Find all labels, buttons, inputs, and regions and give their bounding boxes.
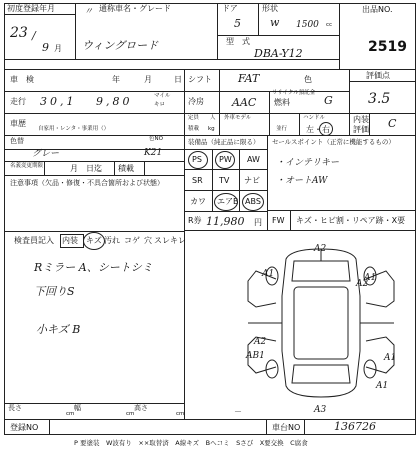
- color-row-label: 色替: [10, 137, 24, 145]
- door-value: 5: [234, 17, 241, 30]
- diagram-mark-front-left: A1: [262, 269, 275, 279]
- chassis-label: 車台NO: [272, 423, 301, 432]
- inspection-sheet: [4, 3, 416, 435]
- inspector-line-3: 小キズ B: [36, 323, 81, 336]
- capacity-label: 定員: [188, 115, 200, 121]
- color-value: グレー: [32, 149, 60, 159]
- sales-points-heading: セールスポイント（正常に機能するもの）: [272, 138, 395, 146]
- inspector-option-scratch: キズ: [86, 236, 102, 245]
- diagram-mark-rear-right: A1: [376, 381, 389, 391]
- parallel-label: 並行: [276, 126, 288, 132]
- legend-line: P 要塗装 W波有り ××取替済 A線キズ Bへコミ Sさび X要交換 C腐食: [74, 439, 308, 447]
- fuel-value: G: [324, 94, 333, 107]
- name-mark: 〃: [84, 7, 94, 17]
- shaken-label: 車 検: [10, 75, 34, 84]
- mileage-unit-2: キロ: [154, 102, 166, 108]
- equip-pw-circle: [215, 151, 235, 169]
- equip-airbag-circle: [214, 193, 238, 211]
- mileage-label: 走行: [10, 97, 26, 106]
- inspector-scratch-circle: [83, 232, 105, 250]
- r-value: 11,980: [206, 215, 245, 228]
- inspector-line-2: 下回りS: [34, 285, 75, 298]
- car-name: ウィングロード: [82, 39, 159, 52]
- name-change-fields: 月 日迄: [70, 164, 102, 173]
- recycle-label: リサイクル預託金: [272, 90, 316, 96]
- width-label: 幅: [74, 404, 81, 412]
- diagram-mark-left-rear: AB1: [246, 351, 265, 361]
- ext-model-label: 外車モデル: [224, 115, 252, 121]
- model-value: DBA-Y12: [254, 47, 303, 60]
- fw-options: キズ・ヒビ割・リペア跡・X要: [296, 216, 406, 225]
- mileage-unit-1: マイル: [154, 93, 171, 99]
- diagram-mark-right-door: A1: [384, 353, 397, 363]
- lot-number: 2519: [368, 39, 407, 55]
- notes-heading: 注意事項（欠品・修復・不具合箇所および状態）: [10, 179, 164, 187]
- equip-abs-circle: [242, 193, 264, 211]
- equip-ps: PS: [192, 155, 202, 164]
- first-reg-label: 初度登録年月: [7, 4, 55, 13]
- equip-ps-circle: [188, 151, 208, 169]
- inspector-option-hole: 穴: [144, 236, 152, 245]
- name-change-label: 名義変更期限: [10, 163, 44, 169]
- inspector-heading: 検査員記入: [14, 236, 54, 245]
- equip-abs: ABS: [245, 197, 261, 206]
- usage-options: 自家用・レンタ・事業用（）: [38, 126, 110, 132]
- inspector-option-interior: 内装: [62, 236, 78, 245]
- mileage-value-2: 9,80: [96, 95, 133, 108]
- r-label: R券: [188, 216, 202, 225]
- interior-label-2: 評価: [353, 125, 369, 134]
- equip-navi: ナビ: [244, 176, 260, 185]
- r-unit: 円: [254, 218, 262, 227]
- loading-label: 積載: [118, 164, 134, 173]
- inspector-option-dirt: 汚れ: [104, 236, 120, 245]
- cc-value: 1500: [296, 20, 319, 30]
- name-label: 通称車名・グレード: [99, 4, 171, 13]
- shaken-month-unit: 月: [144, 75, 152, 84]
- lot-label: 出品NO.: [362, 5, 393, 14]
- fw-label: FW: [272, 216, 285, 225]
- first-reg-year: 23: [10, 25, 28, 41]
- capacity-unit: 人: [210, 115, 216, 121]
- height-unit: cm: [176, 411, 185, 417]
- color-code-value: K21: [144, 148, 163, 158]
- equip-kawa: カワ: [190, 197, 206, 206]
- inspector-option-rub: スレ: [154, 236, 170, 245]
- chassis-value: 136726: [334, 420, 376, 433]
- payload-label: 積載: [188, 126, 200, 132]
- rating-label: 評価点: [366, 71, 390, 80]
- shape-label: 形状: [262, 4, 278, 13]
- shaken-day-unit: 日: [174, 75, 182, 84]
- fuel-label: 燃料: [274, 98, 290, 107]
- first-reg-slash: /: [32, 29, 36, 42]
- first-reg-month: 9: [42, 41, 49, 54]
- equipment-heading: 装備品（純正品に限る）: [188, 138, 260, 146]
- dimension-dash: －: [234, 407, 242, 416]
- car-damage-diagram: [236, 241, 406, 403]
- inspector-line-1: Rミラー A、シートシミ: [34, 261, 153, 274]
- first-reg-month-unit: 月: [54, 44, 62, 53]
- interior-label: 内装: [353, 115, 369, 124]
- inspector-interior-box: [60, 234, 84, 248]
- length-label: 長さ: [8, 404, 22, 412]
- shaken-year-unit: 年: [112, 75, 120, 84]
- diagram-mark-rear: A3: [314, 405, 327, 415]
- equip-pw: PW: [219, 155, 232, 164]
- equip-tv: TV: [219, 176, 230, 185]
- width-unit: cm: [126, 411, 135, 417]
- handle-selected-circle: [319, 122, 333, 136]
- model-label: 型 式: [226, 37, 250, 46]
- diagram-mark-roof: A2: [356, 279, 369, 289]
- rating-value: 3.5: [368, 91, 391, 107]
- inspector-option-cut: キレ: [170, 236, 186, 245]
- diagram-mark-front: A2: [314, 244, 327, 254]
- interior-value: C: [388, 117, 397, 130]
- diagram-mark-left-door: A2: [254, 337, 267, 347]
- inspector-option-burn: コゲ: [124, 236, 140, 245]
- color-code-label: 色NO: [149, 136, 163, 142]
- door-label: ドア: [222, 4, 238, 13]
- height-label: 高さ: [134, 404, 148, 412]
- equip-sr: SR: [192, 176, 203, 185]
- diagram-mark-front-right: A1: [364, 273, 377, 283]
- aircon-label: 冷房: [188, 97, 204, 106]
- sales-point-2: ・オートAW: [276, 176, 328, 186]
- handle-label: ハンドル: [303, 115, 326, 121]
- sales-point-1: ・インテリキー: [276, 158, 340, 168]
- equip-aw: AW: [247, 155, 260, 164]
- color-label: 色: [304, 75, 312, 84]
- reg-no-label: 登録NO: [10, 423, 39, 432]
- payload-unit: kg: [208, 126, 215, 132]
- cc-unit: cc: [326, 22, 333, 28]
- usage-label: 車歴: [10, 119, 26, 128]
- mileage-value: 30,1: [40, 95, 77, 108]
- length-unit: cm: [66, 411, 75, 417]
- shift-label: シフト: [188, 75, 212, 84]
- handle-value: 左・右: [306, 125, 330, 134]
- shift-value: FAT: [238, 72, 260, 85]
- aircon-value: AAC: [232, 96, 257, 109]
- shape-value: w: [270, 16, 280, 29]
- equip-airbag: エアB: [217, 197, 239, 206]
